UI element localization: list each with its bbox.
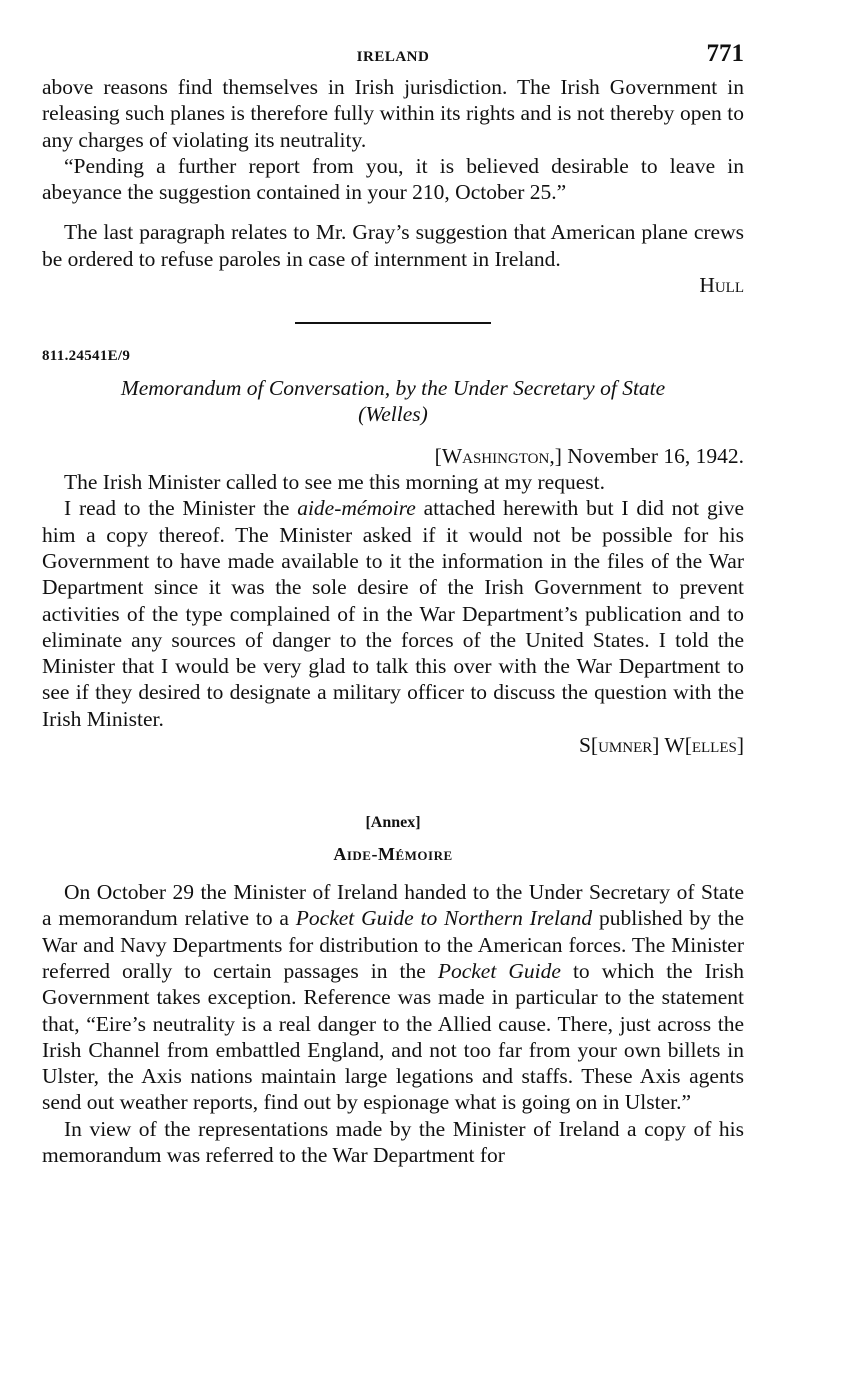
annex-p1-italic-title: Pocket Guide to Northern Ireland [295,906,593,931]
annex-p1-text-cont: published by the War and Navy Departments for distribution to the American forces. The Minister referred orally to certain passages in the [42,906,745,983]
quoted-paragraph: “Pending a further report from you, it is believed desirable to leave in abeyance the suggestion contained in your 210, October 25.” [42,153,744,205]
page-number: 771 [706,40,744,67]
memo-title [42,375,744,427]
memo-title-line1: Memorandum of Conversation, by the Under Secretary of State [120,376,666,401]
annex-paragraph-1 [42,879,744,1116]
memo-p2-text: I read to the Minister the [64,496,298,521]
annex-paragraph-2: In view of the representations made by the Minister of Ireland a copy of his memorandum was referred to the War Department for [42,1116,744,1168]
dateline-place: [Washington,] [434,444,562,469]
continued-paragraph: above reasons find themselves in Irish jurisdiction. The Irish Government in releasing such planes is therefore fully within its rights and is not thereby open to any charges of violating its neutrality. [42,75,744,152]
signature-welles [42,732,744,758]
aide-memoire-title: Aide-Mémoire [333,844,453,865]
memo-paragraph-1: The Irish Minister called to see me this morning at my request. [64,470,605,495]
signature-hull: Hull [699,273,744,298]
section-divider [295,322,491,324]
closing-paragraph: The last paragraph relates to Mr. Gray’s suggestion that American plane crews be ordered to refuse paroles in case of internment in Ireland. [42,220,744,271]
sig-umner: [umner] [590,733,660,758]
memo-p2-italic: aide-mémoire [297,496,416,521]
dateline [42,443,744,469]
memo-title-line2: (Welles) [358,402,428,427]
annex-p1-text-end: to which the Irish Government takes exception. Reference was made in particular to the statement that, “Eire’s neutrality is a real danger to the Allied cause. There, just across the Irish Channel from embattled England, and not too far from your own billets in Ulster, the Axis nations maintain large legations and staffs. These Axis agents send out weather reports, find out by espionage what is going on in Ulster.” [42,958,744,1115]
memo-paragraph-2 [42,495,744,732]
sig-w: W [659,733,685,758]
running-head [42,40,744,74]
running-title: IRELAND [356,49,430,65]
annex-label: [Annex] [365,814,421,832]
file-number: 811.24541E/9 [42,348,131,365]
sig-elles: [elles] [684,733,744,758]
annex-p1-text: On October 29 the Minister of Ireland handed to the Under Secretary of State a memorandum relative to a [42,880,744,931]
annex-p1-italic-short: Pocket Guide [437,958,561,983]
document-page [42,40,744,1168]
memo-p2-text-cont: attached herewith but I did not give him a copy thereof. The Minister asked if it would not be possible for his Government to have made available to it the information in the files of the War Department since it was the sole desire of the Irish Government to prevent activities of the type complained of in the War Department’s publication and to eliminate any sources of danger to the forces of the United States. I told the Minister that I would be very glad to talk this over with the War Department to see if they desired to designate a military officer to discuss the question with the Irish Minister. [42,496,744,731]
sig-s: S [578,733,591,758]
dateline-date: November 16, 1942. [567,444,744,469]
